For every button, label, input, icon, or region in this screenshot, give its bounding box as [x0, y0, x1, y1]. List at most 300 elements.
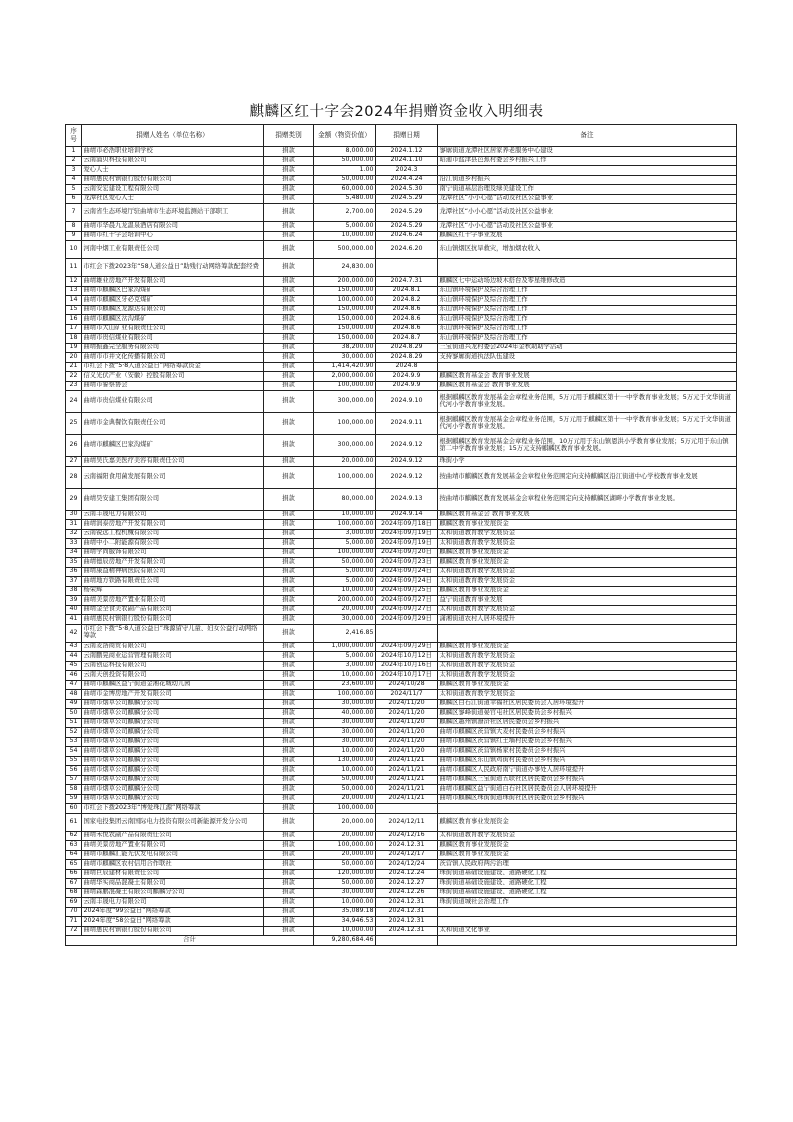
donor-name: 曲靖市麒麟区巴家沟煤矿	[82, 435, 264, 457]
table-row	[66, 222, 737, 232]
donation-note: 寥廓街道龙潭社区居家养老服务中心建设	[438, 147, 737, 157]
donor-name: 曲靖学尚服饰有限公司	[82, 548, 264, 558]
donation-date: 2024年09月19日	[376, 539, 438, 549]
donation-date	[376, 259, 438, 277]
donation-note: 三宝街道兴龙村委会2024年金秋助助学活动	[438, 343, 737, 353]
donation-type: 捐款	[264, 615, 314, 625]
donation-amount: 3,000.00	[314, 661, 376, 671]
row-number: 28	[66, 466, 82, 488]
donation-note	[438, 624, 737, 642]
donation-type: 捐款	[264, 413, 314, 435]
row-number: 24	[66, 391, 82, 413]
donation-date: 2024.8.6	[376, 315, 438, 325]
row-number: 48	[66, 690, 82, 700]
row-number: 67	[66, 879, 82, 889]
donor-name: 云南麦洛商贸有限公司	[82, 642, 264, 652]
row-number: 15	[66, 305, 82, 315]
donation-amount: 150,000.00	[314, 305, 376, 315]
donor-name: 曲靖巨辰建材有限责任公司	[82, 869, 264, 879]
donation-type: 捐款	[264, 435, 314, 457]
donation-date: 2024.3	[376, 166, 438, 176]
donation-date: 2024/11/20	[376, 699, 438, 709]
donor-name: 云南天创投资有限公司	[82, 671, 264, 681]
donation-amount: 50,000.00	[314, 775, 376, 785]
table-row	[66, 917, 737, 927]
donation-amount: 50,000.00	[314, 879, 376, 889]
donor-name: 曲靖市麒麟区龙源达有限公司	[82, 305, 264, 315]
table-row	[66, 652, 737, 662]
donation-note: 南宁街道基层治理及绿美建设工作	[438, 185, 737, 195]
donor-name: 曲靖惠民村镇银行股份有限公司	[82, 926, 264, 936]
donation-note: 东山镇烟区抗旱救灾，增加烟农收入	[438, 241, 737, 259]
table-row	[66, 577, 737, 587]
donation-amount: 50,000.00	[314, 175, 376, 185]
donation-type: 捐款	[264, 888, 314, 898]
donor-name: 云南丰晟电力有限公司	[82, 510, 264, 520]
donation-type: 捐款	[264, 185, 314, 195]
donation-note: 茨营镇人民政府两污治理	[438, 860, 737, 870]
donation-date: 2024.12.31	[376, 917, 438, 927]
donation-date: 2024/11/21	[376, 794, 438, 804]
donation-note: 支持寥廓街道执法队伍建设	[438, 353, 737, 363]
donation-note: 麒麟区教育事业发展资金	[438, 850, 737, 860]
donation-date: 2024/10/28	[376, 680, 438, 690]
donation-amount: 10,000.00	[314, 926, 376, 936]
table-row	[66, 804, 737, 814]
donation-note: 太和街道教育教学发展资金	[438, 539, 737, 549]
donor-name: 曲靖市大山矿业有限责任公司	[82, 324, 264, 334]
donation-amount: 20,000.00	[314, 813, 376, 831]
donation-note: 麒麟区越州镇潦浒社区居民委员会乡村振兴	[438, 718, 737, 728]
row-number: 26	[66, 435, 82, 457]
donation-note: 太和街道教育教学发展资金	[438, 652, 737, 662]
row-number: 68	[66, 888, 82, 898]
row-number: 25	[66, 413, 82, 435]
donation-date: 2024年10月17日	[376, 671, 438, 681]
row-number: 44	[66, 652, 82, 662]
donor-name: 曲靖市红十字会培训中心	[82, 231, 264, 241]
table-row	[66, 586, 737, 596]
donor-name: 市红会下拨2023年“博爱珠江源”网络筹款	[82, 804, 264, 814]
row-number: 14	[66, 296, 82, 306]
donation-amount: 500,000.00	[314, 241, 376, 259]
donor-name: 曲靖吴氏嘉美医疗美容有限责任公司	[82, 457, 264, 467]
donor-name: 杨荣辉	[82, 586, 264, 596]
table-row	[66, 147, 737, 157]
donor-name: 曲靖华实商品混凝土有限公司	[82, 879, 264, 889]
donation-type: 捐款	[264, 259, 314, 277]
donation-amount: 300,000.00	[314, 435, 376, 457]
donation-date: 2024年09月27日	[376, 605, 438, 615]
table-row	[66, 296, 737, 306]
header-date: 捐赠日期	[376, 125, 438, 147]
donor-name: 曲靖市烟草公司麒麟分公司	[82, 699, 264, 709]
donation-table	[65, 124, 737, 946]
donation-type: 捐款	[264, 381, 314, 391]
donation-date: 2024.9.9	[376, 381, 438, 391]
donation-type: 捐款	[264, 785, 314, 795]
donation-amount: 120,000.00	[314, 869, 376, 879]
table-row	[66, 488, 737, 510]
donor-name: 曲靖市贵信煤业有限公司	[82, 391, 264, 413]
table-row	[66, 520, 737, 530]
donor-name: 曲靖德辰房地产开发有限公司	[82, 558, 264, 568]
donation-type: 捐款	[264, 539, 314, 549]
table-row	[66, 305, 737, 315]
donor-name: 曲靖地方铁路有限责任公司	[82, 577, 264, 587]
table-row	[66, 728, 737, 738]
table-row	[66, 539, 737, 549]
donation-note: 麒麟区教育事业发展资金	[438, 841, 737, 851]
table-row	[66, 747, 737, 757]
table-row	[66, 343, 737, 353]
donation-date: 2024.5.30	[376, 185, 438, 195]
donation-amount: 10,000.00	[314, 510, 376, 520]
donation-date: 2024/11/7	[376, 690, 438, 700]
donor-name: 曲靖市烟草公司麒麟分公司	[82, 709, 264, 719]
row-number: 30	[66, 510, 82, 520]
donor-name: 曲靖市市井文化传播有限公司	[82, 353, 264, 363]
donation-date: 2024/11/20	[376, 709, 438, 719]
row-number: 61	[66, 813, 82, 831]
donor-name: 曲靖市烟草公司麒麟分公司	[82, 785, 264, 795]
total-empty-date	[376, 936, 438, 946]
row-number: 51	[66, 718, 82, 728]
donation-date: 2024/12/17	[376, 850, 438, 860]
donation-note: 东山镇环境保护及综合治理工作	[438, 286, 737, 296]
donation-date: 2024.8.1	[376, 286, 438, 296]
table-row	[66, 615, 737, 625]
donor-name: 曲靖市警察协会	[82, 381, 264, 391]
row-number: 65	[66, 860, 82, 870]
row-number: 39	[66, 596, 82, 606]
row-number: 42	[66, 624, 82, 642]
row-number: 70	[66, 907, 82, 917]
donation-type: 捐款	[264, 831, 314, 841]
table-row	[66, 510, 737, 520]
donation-type: 捐款	[264, 166, 314, 176]
donation-amount: 30,000.00	[314, 728, 376, 738]
donor-name: 曲靖市烟草公司麒麟分公司	[82, 747, 264, 757]
donation-amount: 20,000.00	[314, 831, 376, 841]
donation-note: 按曲靖市麒麟区教育发展基金会章程业务范围定向支持麒麟区沿江街道中心学校教育事业发展	[438, 466, 737, 488]
donation-note: 麒麟区寥峰街道晏官屯社区居民委员会乡村振兴	[438, 709, 737, 719]
donation-type: 捐款	[264, 586, 314, 596]
donation-note: 曲靖市麒麟区人民政府南宁街道办事处人居环境提升	[438, 766, 737, 776]
donation-date: 2024.9.9	[376, 372, 438, 382]
donation-type: 捐款	[264, 305, 314, 315]
donation-note: 按曲靖市麒麟区教育发展基金会章程业务范围定向支持麒麟区湖畔小学教育事业发展。	[438, 488, 737, 510]
donation-date: 2024/11/21	[376, 775, 438, 785]
row-number: 17	[66, 324, 82, 334]
donation-type: 捐款	[264, 879, 314, 889]
header-note: 备注	[438, 125, 737, 147]
donation-date: 2024/12/16	[376, 831, 438, 841]
donation-date: 2024年10月12日	[376, 652, 438, 662]
donor-name: 曲靖昊安建工集团有限公司	[82, 488, 264, 510]
donation-type: 捐款	[264, 175, 314, 185]
row-number: 69	[66, 898, 82, 908]
table-row	[66, 558, 737, 568]
donation-date: 2024.12.31	[376, 907, 438, 917]
row-number: 49	[66, 699, 82, 709]
donation-amount: 5,000.00	[314, 222, 376, 232]
row-number: 53	[66, 737, 82, 747]
donation-note: 珠街街道基础设施建设、道路硬化工程	[438, 869, 737, 879]
row-number: 47	[66, 680, 82, 690]
donor-name: 曲靖金全食美农副产品有限公司	[82, 605, 264, 615]
row-number: 13	[66, 286, 82, 296]
table-row	[66, 362, 737, 372]
table-row	[66, 661, 737, 671]
donor-name: 2024年度“58公益日”网络筹款	[82, 917, 264, 927]
donation-amount: 80,000.00	[314, 488, 376, 510]
donation-note: 麒麟区七中运动场边坡木搭台及零星维修改造	[438, 277, 737, 287]
row-number: 64	[66, 850, 82, 860]
donor-name: 云南省生态环境厅驻曲靖市生态环境监测站干部职工	[82, 204, 264, 222]
donation-note: 曲靖市麒麟区珠街街道珠街社区居民委员会乡村振兴	[438, 794, 737, 804]
donation-amount: 30,000.00	[314, 615, 376, 625]
donation-date: 2024/11/21	[376, 756, 438, 766]
table-row	[66, 813, 737, 831]
total-empty-note	[438, 936, 737, 946]
row-number: 18	[66, 334, 82, 344]
donation-amount: 30,000.00	[314, 353, 376, 363]
donor-name: 曲靖美景房地产置业有限公司	[82, 841, 264, 851]
donor-name: 曲靖振鑫完全服务有限公司	[82, 343, 264, 353]
donation-date: 2024年10月16日	[376, 661, 438, 671]
donation-note: 麒麟区教育事业发展资金	[438, 813, 737, 831]
donation-type: 捐款	[264, 231, 314, 241]
donation-type: 捐款	[264, 728, 314, 738]
donation-date: 2024.9.12	[376, 466, 438, 488]
table-row	[66, 898, 737, 908]
donation-type: 捐款	[264, 709, 314, 719]
donation-type: 捐款	[264, 457, 314, 467]
donor-name: 河南中烟工业有限责任公司	[82, 241, 264, 259]
donation-note: 太和街道教育教学发展资金	[438, 567, 737, 577]
table-row	[66, 671, 737, 681]
donor-name: 曲靖市麒麟汇能光伏发电有限公司	[82, 850, 264, 860]
donation-date: 2024.4.24	[376, 175, 438, 185]
donation-note: 根据麒麟区教育发展基金会章程业务范围，5万元用于麒麟区第十一中学教育事业发展；5万元于文华街道代河小学教育事业发展。	[438, 391, 737, 413]
table-row	[66, 567, 737, 577]
donation-type: 捐款	[264, 671, 314, 681]
donation-note: 太和街道教育教学发展资金	[438, 831, 737, 841]
donation-date: 2024年09月24日	[376, 567, 438, 577]
table-row	[66, 466, 737, 488]
header-donor: 捐赠人姓名（单位名称）	[82, 125, 264, 147]
table-row	[66, 907, 737, 917]
donor-name: 信义光伏产业（安徽）控股有限公司	[82, 372, 264, 382]
donation-date: 2024.12.31	[376, 926, 438, 936]
total-amount: 9,280,684.46	[314, 936, 376, 946]
donation-date: 2024.12.24	[376, 869, 438, 879]
donation-note: 根据麒麟区教育发展基金会章程业务范围，5万元用于麒麟区第十一中学教育事业发展；5万元于文华街道代河小学教育事业发展。	[438, 413, 737, 435]
table-row	[66, 457, 737, 467]
donation-note: 沿江街道乡村振兴	[438, 175, 737, 185]
donation-date: 2024/11/20	[376, 737, 438, 747]
donation-type: 捐款	[264, 548, 314, 558]
row-number: 55	[66, 756, 82, 766]
donation-type: 捐款	[264, 466, 314, 488]
donation-note: 曲靖市麒麟区茨营镇杨家村民委员会乡村振兴	[438, 747, 737, 757]
donation-note: 龙潭社区“小小心愿”活动及社区公益事业	[438, 204, 737, 222]
donation-date: 2024.5.29	[376, 222, 438, 232]
donation-type: 捐款	[264, 577, 314, 587]
donation-note: 麒麟区白石江街道幸福社区居民委员会人居环境提升	[438, 699, 737, 709]
row-number: 10	[66, 241, 82, 259]
donation-amount: 100,000.00	[314, 548, 376, 558]
row-number: 35	[66, 558, 82, 568]
donor-name: 市红会下拨2023年“58人道公益日”助残行动网络筹款配套经费	[82, 259, 264, 277]
donor-name: 曲靖市麒麟区益宁街道金湘花城幼儿园	[82, 680, 264, 690]
donation-amount: 50,000.00	[314, 558, 376, 568]
donation-type: 捐款	[264, 766, 314, 776]
donor-name: 曲靖中小二附能源有限公司	[82, 539, 264, 549]
donor-name: 曲靖市烟草公司麒麟分公司	[82, 737, 264, 747]
donation-note: 曲靖市麒麟区东山镇鸡街村民委员会乡村振兴	[438, 756, 737, 766]
row-number: 71	[66, 917, 82, 927]
donation-type: 捐款	[264, 699, 314, 709]
table-row	[66, 166, 737, 176]
donation-note	[438, 362, 737, 372]
row-number: 50	[66, 709, 82, 719]
donation-type: 捐款	[264, 156, 314, 166]
donation-type: 捐款	[264, 372, 314, 382]
donation-type: 捐款	[264, 756, 314, 766]
donation-amount: 5,000.00	[314, 567, 376, 577]
donation-amount: 23,600.00	[314, 680, 376, 690]
donor-name: 市红会下拨“5·8人道公益日”珠源留守儿童、妇女公益行动网络筹款	[82, 624, 264, 642]
donation-amount: 10,000.00	[314, 747, 376, 757]
donation-amount: 34,946.53	[314, 917, 376, 927]
donation-amount: 24,830.00	[314, 259, 376, 277]
donor-name: 曲靖康益精神病医院有限公司	[82, 567, 264, 577]
page-title: 麒麟区红十字会2024年捐赠资金收入明细表	[249, 104, 544, 120]
table-row	[66, 324, 737, 334]
header-no: 序号	[66, 125, 82, 147]
donation-amount: 35,089.18	[314, 907, 376, 917]
donation-date: 2024.1.12	[376, 147, 438, 157]
donation-type: 捐款	[264, 737, 314, 747]
donation-date: 2024/11/21	[376, 766, 438, 776]
donation-type: 捐款	[264, 194, 314, 204]
row-number: 56	[66, 766, 82, 776]
table-row	[66, 831, 737, 841]
row-number: 9	[66, 231, 82, 241]
donation-amount: 100,000.00	[314, 690, 376, 700]
donation-type: 捐款	[264, 277, 314, 287]
donation-date: 2024.7.31	[376, 277, 438, 287]
donation-amount: 20,000.00	[314, 605, 376, 615]
donation-amount: 20,000.00	[314, 794, 376, 804]
table-row	[66, 529, 737, 539]
donation-note: 曲靖市麒麟区益宁街道白石社区居民委员会人居环境提升	[438, 785, 737, 795]
donation-note: 麒麟区教育事业发展资金	[438, 520, 737, 530]
donation-amount: 100,000.00	[314, 841, 376, 851]
donation-amount: 38,200.00	[314, 343, 376, 353]
donation-date: 2024.9.13	[376, 488, 438, 510]
row-number: 52	[66, 728, 82, 738]
donation-note: 益宁街道教育事业发展	[438, 596, 737, 606]
table-row	[66, 286, 737, 296]
donation-amount: 1.00	[314, 166, 376, 176]
row-number: 37	[66, 577, 82, 587]
donation-amount: 20,000.00	[314, 850, 376, 860]
donation-type: 捐款	[264, 241, 314, 259]
donation-amount: 10,000.00	[314, 671, 376, 681]
donation-type: 捐款	[264, 334, 314, 344]
donation-type: 捐款	[264, 222, 314, 232]
donation-note	[438, 166, 737, 176]
donation-type: 捐款	[264, 775, 314, 785]
row-number: 21	[66, 362, 82, 372]
donation-date: 2024年09月27日	[376, 596, 438, 606]
table-row	[66, 869, 737, 879]
donation-date	[376, 624, 438, 642]
donation-note: 曲靖市麒麟区茨营镇红土墙村民委员会乡村振兴	[438, 737, 737, 747]
donor-name: 曲靖美景房地产置业有限公司	[82, 596, 264, 606]
row-number: 54	[66, 747, 82, 757]
table-row	[66, 204, 737, 222]
donation-amount: 10,000.00	[314, 231, 376, 241]
donation-type: 捐款	[264, 596, 314, 606]
donation-amount: 200,000.00	[314, 596, 376, 606]
table-row	[66, 194, 737, 204]
row-number: 6	[66, 194, 82, 204]
donation-amount: 5,000.00	[314, 652, 376, 662]
row-number: 1	[66, 147, 82, 157]
donor-name: 曲靖市烟草公司麒麟分公司	[82, 756, 264, 766]
donation-note: 太和街道文化事业	[438, 926, 737, 936]
row-number: 57	[66, 775, 82, 785]
donation-type: 捐款	[264, 813, 314, 831]
donation-amount: 8,000.00	[314, 147, 376, 157]
donation-note: 麒麟区教育事业发展资金	[438, 558, 737, 568]
donation-date: 2024.9.11	[376, 413, 438, 435]
donor-name: 曲靖禾悦农副产品有限责任公司	[82, 831, 264, 841]
donation-date: 2024/11/20	[376, 747, 438, 757]
donation-type: 捐款	[264, 917, 314, 927]
donation-type: 捐款	[264, 642, 314, 652]
donation-type: 捐款	[264, 343, 314, 353]
donor-name: 龙潭社区爱心人士	[82, 194, 264, 204]
donation-type: 捐款	[264, 850, 314, 860]
donation-date: 2024/11/20	[376, 728, 438, 738]
table-header-row	[66, 125, 737, 147]
table-row	[66, 391, 737, 413]
donation-amount: 30,000.00	[314, 718, 376, 728]
donation-note: 珠街街道基础设施建设、道路硬化工程	[438, 879, 737, 889]
donation-note: 东山镇环境保护及综合治理工作	[438, 334, 737, 344]
donation-amount: 30,000.00	[314, 888, 376, 898]
donation-note: 珠街街道基础设施建设、道路硬化工程	[438, 888, 737, 898]
donation-note: 麒麟区教育事业发展资金	[438, 680, 737, 690]
table-row	[66, 709, 737, 719]
header-amount: 金额（物资价值）	[314, 125, 376, 147]
table-row	[66, 850, 737, 860]
donation-type: 捐款	[264, 296, 314, 306]
donation-amount: 50,000.00	[314, 156, 376, 166]
donation-note: 龙潭社区“小小心愿”活动及社区公益事业	[438, 194, 737, 204]
donation-date: 2024.9.12	[376, 457, 438, 467]
row-number: 4	[66, 175, 82, 185]
donation-date: 2024.8.29	[376, 353, 438, 363]
donation-note: 东山镇环境保护及综合治理工作	[438, 296, 737, 306]
donation-note: 麒麟区教育基金会 教育事业发展	[438, 510, 737, 520]
donation-amount: 2,416.85	[314, 624, 376, 642]
